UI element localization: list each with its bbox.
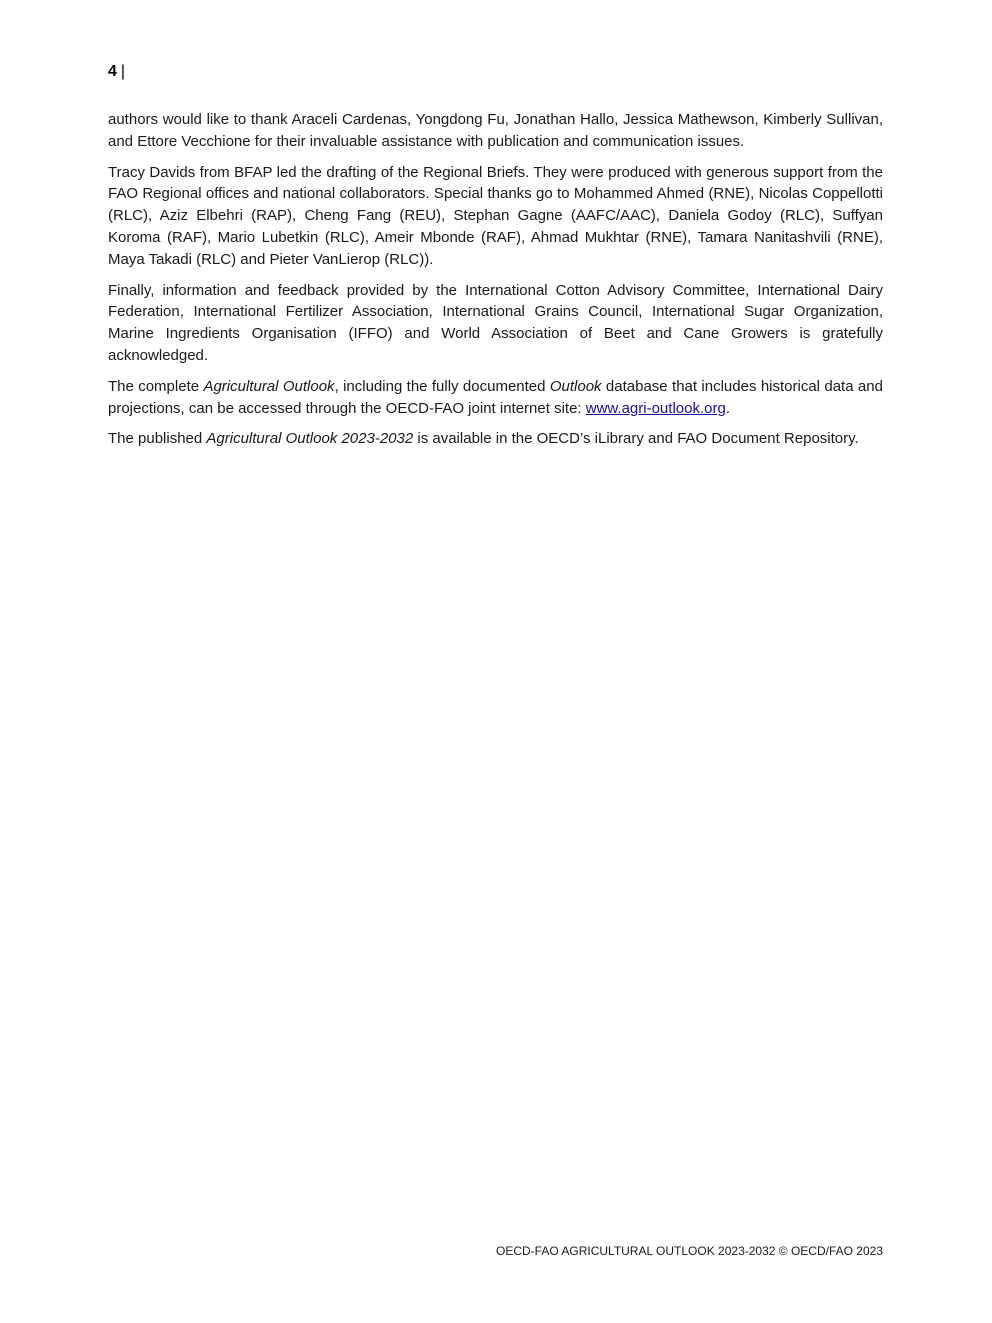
text-span: database that includes historical data and projections, can be accessed through the OECD-FAO joint internet site: (108, 377, 883, 417)
header-separator: | (120, 63, 126, 80)
paragraph-outlook-database (108, 376, 883, 420)
document-body (108, 109, 883, 459)
paragraph-feedback-organizations: Finally, information and feedback provided by the International Cotton Advisory Committee, International Dairy Federation, International Fertilizer Association, International Grains Council, International Sugar Organization, Marine Ingredients Organisation (IFFO) and World Association of Beet and Cane Growers is gratefully acknowledged. (108, 281, 883, 364)
agri-outlook-link[interactable]: www.agri-outlook.org (585, 399, 726, 417)
paragraph-acknowledgements-authors: authors would like to thank Araceli Cardenas, Yongdong Fu, Jonathan Hallo, Jessica Mathewson, Kimberly Sullivan, and Ettore Vecchione for their invaluable assistance with publication and communication issues. (108, 111, 883, 150)
text-span: , including the fully documented (334, 377, 550, 395)
paragraph-publication-availability (108, 428, 883, 450)
text-span: . (725, 399, 730, 417)
page-number: 4 (108, 63, 117, 80)
text-span: The published (108, 430, 207, 448)
page-footer: OECD-FAO AGRICULTURAL OUTLOOK 2023-2032 © OECD/FAO 2023 (496, 1244, 883, 1258)
text-span: is available in the OECD’s iLibrary and FAO Document Repository. (413, 430, 859, 448)
page-header (108, 62, 125, 82)
italic-title: Agricultural Outlook (203, 377, 335, 395)
italic-title: Agricultural Outlook 2023-2032 (206, 430, 414, 448)
italic-title: Outlook (549, 377, 602, 395)
paragraph-regional-briefs: Tracy Davids from BFAP led the drafting of the Regional Briefs. They were produced with generous support from the FAO Regional offices and national collaborators. Special thanks go to Mohammed Ahmed (RNE), Nicolas Coppellotti (RLC), Aziz Elbehri (RAP), Cheng Fang (REU), Stephan Gagne (AAFC/AAC), Daniela Godoy (RLC), Suffyan Koroma (RAF), Mario Lubetkin (RLC), Ameir Mbonde (RAF), Ahmad Mukhtar (RNE), Tamara Nanitashvili (RNE), Maya Takadi (RLC) and Pieter VanLierop (RLC)). (108, 163, 883, 268)
text-span: The complete (108, 377, 204, 395)
